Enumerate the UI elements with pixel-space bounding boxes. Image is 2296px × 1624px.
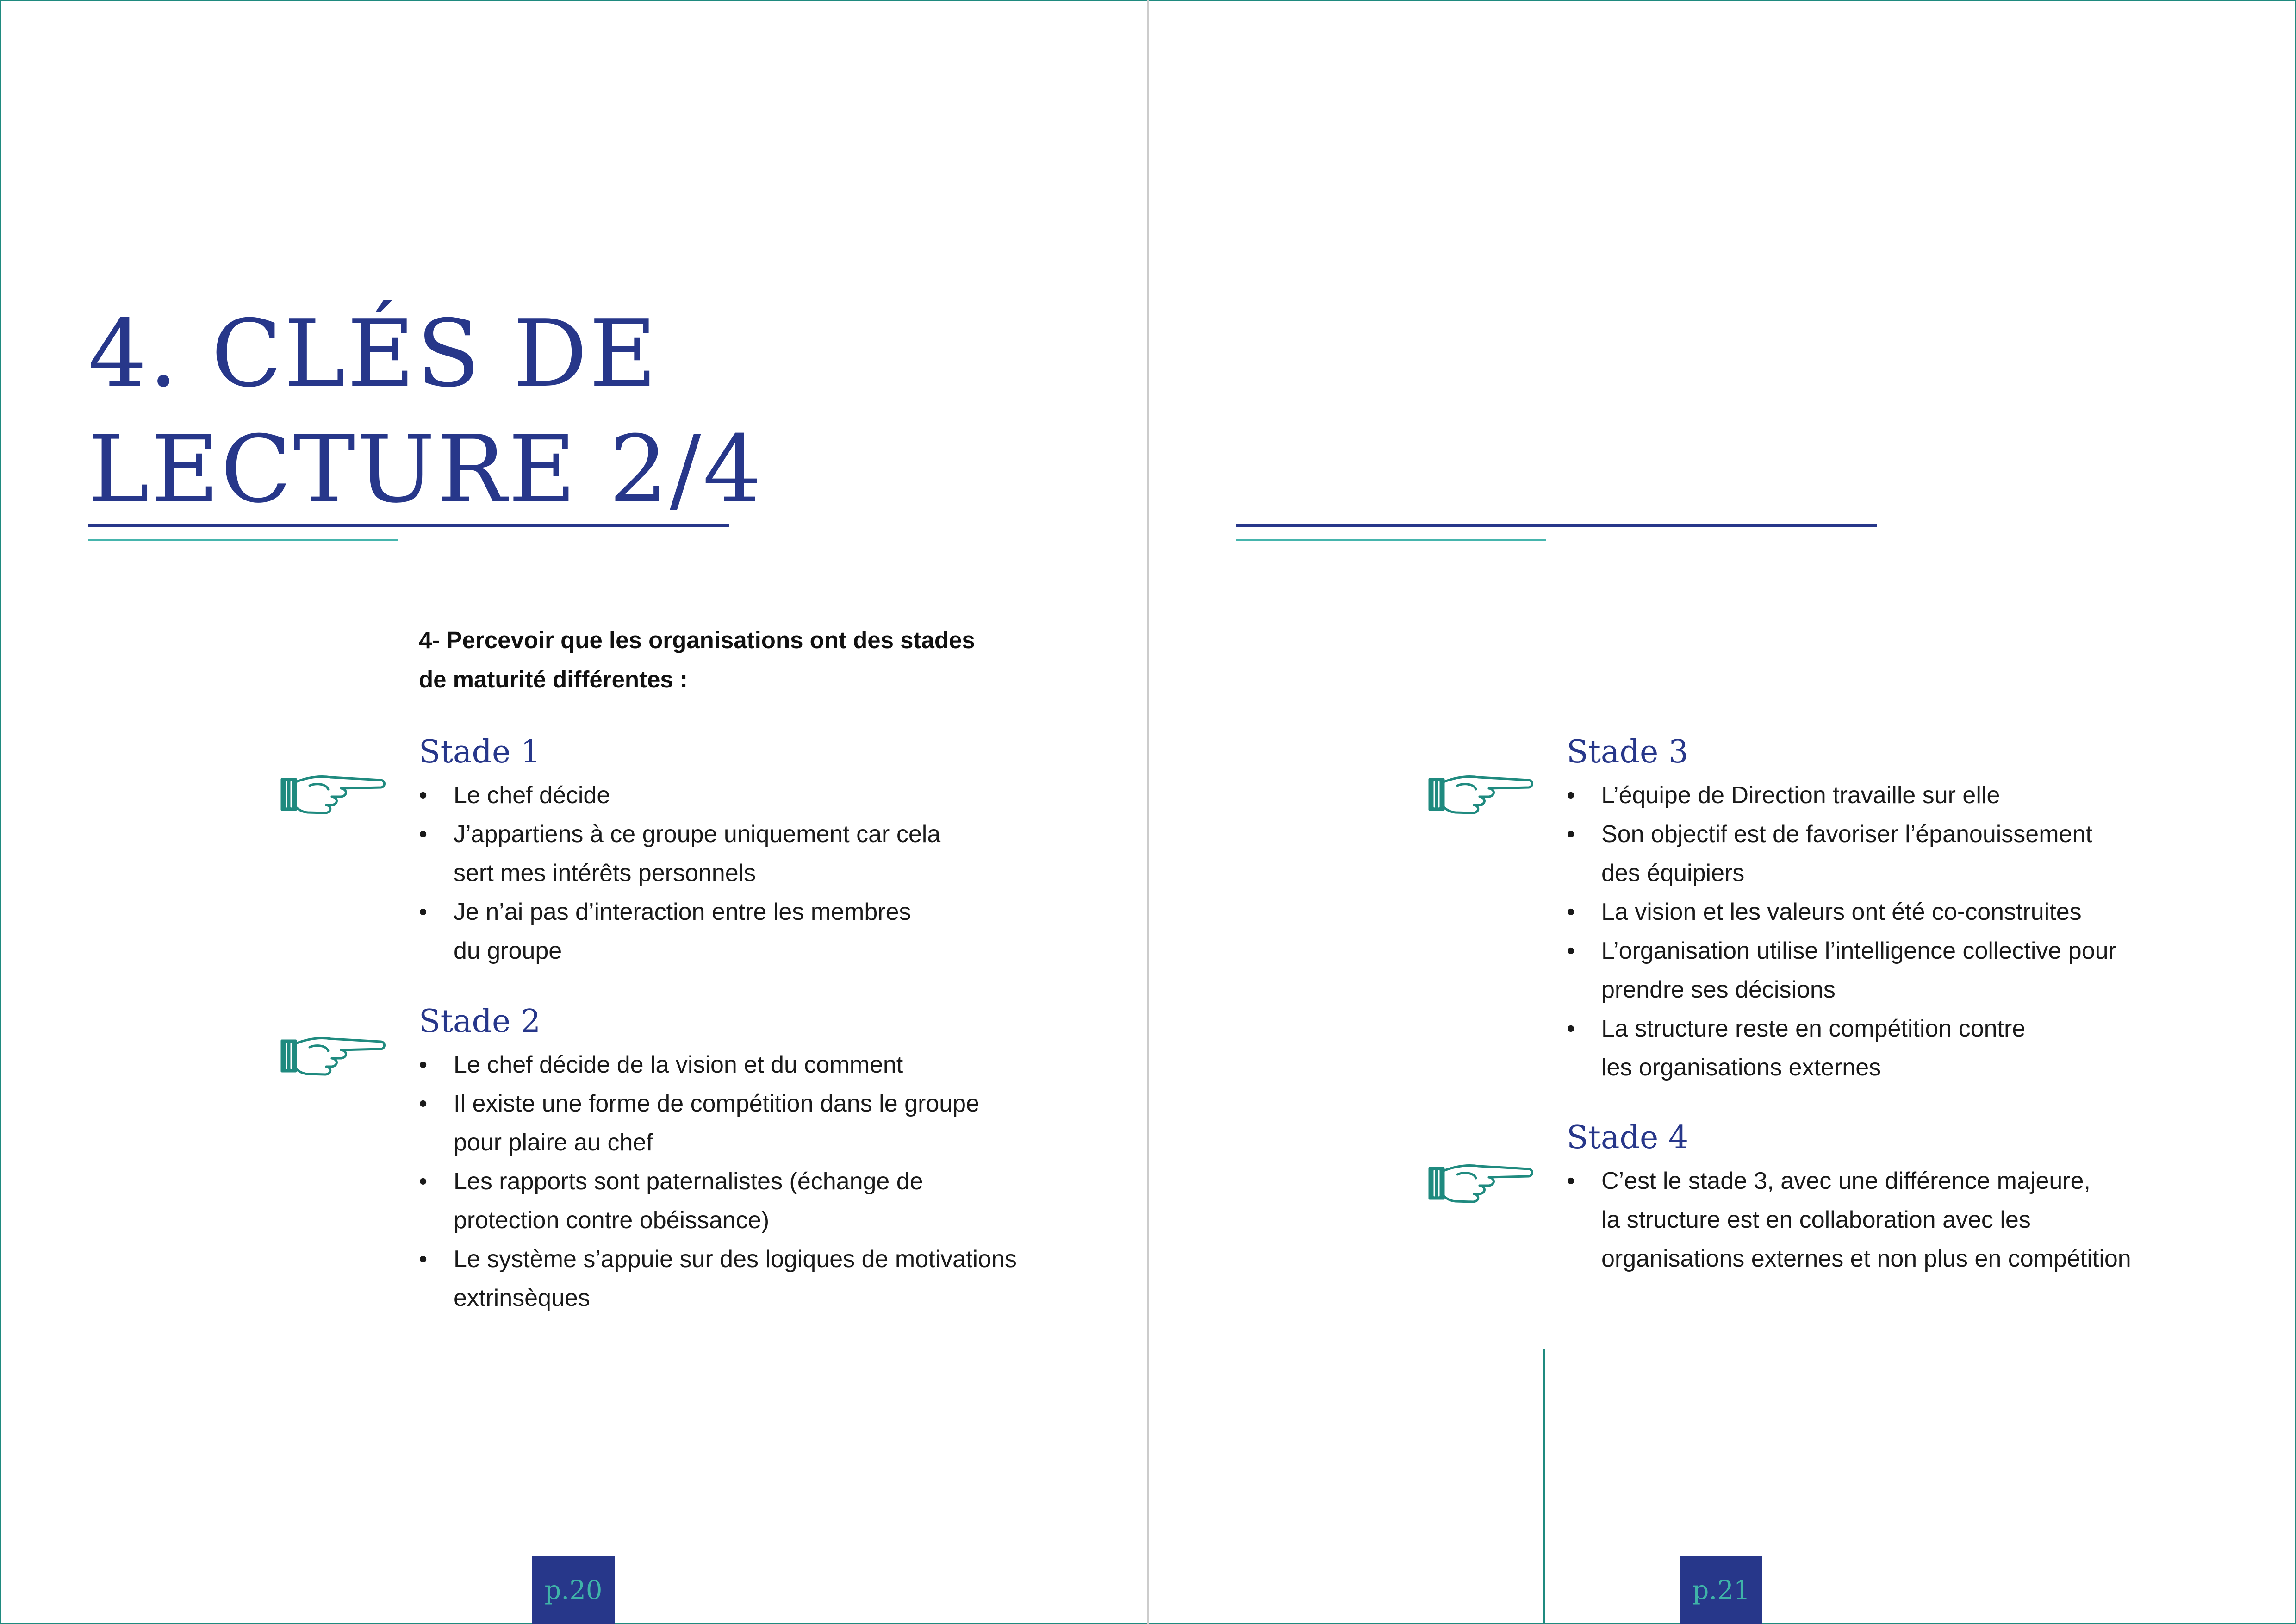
list-item — [419, 1240, 1113, 1318]
stage-1 — [419, 731, 1113, 970]
list-item-text: les organisations externes — [1601, 1054, 1881, 1081]
stage-1-title: Stade 1 — [419, 734, 541, 770]
list-item-text: prendre ses décisions — [1601, 976, 1836, 1003]
stage-3-list — [1567, 776, 2261, 1087]
decorative-vertical-line — [1543, 1349, 1545, 1624]
list-item-text: • Les rapports sont paternalistes (échange de — [454, 1168, 923, 1195]
list-item — [1567, 1009, 2261, 1087]
list-item — [419, 815, 1113, 893]
list-item-text: pour plaire au chef — [454, 1129, 653, 1156]
list-item — [419, 1084, 1113, 1162]
pointing-hand-icon — [1428, 766, 1534, 822]
list-item-text: • Le chef décide — [454, 782, 610, 809]
list-item-text: sert mes intérêts personnels — [454, 860, 756, 887]
stage-2 — [419, 1001, 1113, 1318]
stage-4 — [1567, 1117, 2261, 1278]
list-item — [419, 776, 1113, 815]
list-item — [1567, 815, 2261, 893]
list-item-text: la structure est en collaboration avec les — [1601, 1206, 2031, 1233]
list-item-text: • L’équipe de Direction travaille sur elle — [1601, 782, 2000, 809]
stage-2-title: Stade 2 — [419, 1003, 541, 1040]
pointing-hand-icon — [1428, 1155, 1534, 1211]
stage-1-list — [419, 776, 1113, 970]
list-item — [1567, 931, 2261, 1009]
intro-line-2: de maturité différentes : — [419, 666, 688, 693]
list-item — [419, 893, 1113, 970]
pointing-hand-icon — [280, 1028, 386, 1083]
stage-2-list — [419, 1045, 1113, 1318]
list-item-text: • La structure reste en compétition contre — [1601, 1015, 2026, 1042]
list-item-text: • Le chef décide de la vision et du comment — [454, 1051, 903, 1078]
list-item — [1567, 1162, 2261, 1278]
list-item — [1567, 776, 2261, 815]
page-number-left: p.20 — [532, 1556, 615, 1624]
list-item — [419, 1045, 1113, 1084]
title-rule-accent-right — [1236, 539, 1546, 541]
section-title-line-1: 4. CLÉS DE — [88, 300, 659, 408]
page-spine — [1147, 0, 1149, 1624]
title-rule-primary-right — [1236, 524, 1877, 527]
section-title — [88, 296, 764, 528]
page-number-right: p.21 — [1680, 1556, 1762, 1624]
list-item-text: du groupe — [454, 937, 562, 964]
list-item-text: des équipiers — [1601, 860, 1745, 887]
intro-line-1: 4- Percevoir que les organisations ont des stades — [419, 627, 975, 653]
list-item-text: • Son objectif est de favoriser l’épanouissement — [1601, 821, 2092, 848]
pointing-hand-icon — [280, 766, 386, 822]
list-item-text: • J’appartiens à ce groupe uniquement car cela — [454, 821, 941, 848]
list-item-text: • L’organisation utilise l’intelligence collective pour — [1601, 937, 2116, 964]
stage-3-title: Stade 3 — [1567, 734, 1689, 770]
list-item-text: • La vision et les valeurs ont été co-construites — [1601, 899, 2082, 925]
title-rule-primary — [88, 524, 729, 527]
stage-4-title: Stade 4 — [1567, 1119, 1689, 1156]
list-item — [1567, 893, 2261, 931]
stage-3 — [1567, 731, 2261, 1087]
section-title-line-2: LECTURE 2/4 — [88, 416, 764, 524]
list-item-text: • Le système s’appuie sur des logiques de motivations — [454, 1246, 1017, 1273]
list-item-text: organisations externes et non plus en compétition — [1601, 1245, 2131, 1272]
title-rule-accent — [88, 539, 398, 541]
intro-text — [419, 620, 1067, 699]
list-item-text: protection contre obéissance) — [454, 1207, 770, 1234]
list-item-text: • C’est le stade 3, avec une différence majeure, — [1601, 1168, 2091, 1194]
list-item-text: • Il existe une forme de compétition dans le groupe — [454, 1090, 980, 1117]
list-item — [419, 1162, 1113, 1240]
list-item-text: • Je n’ai pas d’interaction entre les membres — [454, 899, 911, 925]
stage-4-list — [1567, 1162, 2261, 1278]
list-item-text: extrinsèques — [454, 1285, 590, 1312]
